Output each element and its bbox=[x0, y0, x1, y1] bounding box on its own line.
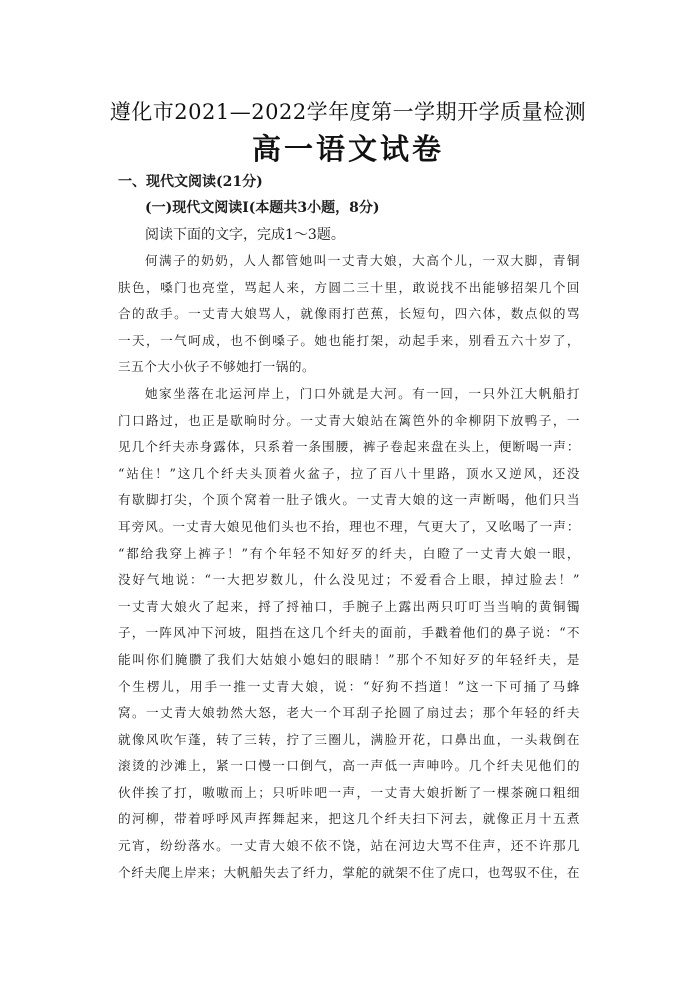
exam-title: 遵化市2021—2022学年度第一学期开学质量检测 bbox=[109, 100, 587, 124]
passage-line: “都给我穿上裤子！”有个年轻不知好歹的纤夫，白瞪了一丈青大娘一眼， bbox=[118, 545, 580, 561]
passage-line: 门口路过，也正是歇晌时分。一丈青大娘站在篱笆外的伞柳阴下放鸭子，一 bbox=[118, 412, 580, 428]
passage-line: 一天，一气呵成，也不倒嗓子。她也能打架，动起手来，别看五六十岁了， bbox=[118, 332, 580, 348]
passage-line: 元宵，纷纷落水。一丈青大娘不依不饶，站在河边大骂不住声，还不许那几 bbox=[118, 838, 580, 854]
passage-line: 的河柳，带着呼呼风声挥舞起来，把这几个纤夫扫下河去，就像正月十五煮 bbox=[118, 811, 580, 827]
passage-line: 耳旁风。一丈青大娘见他们头也不抬，理也不理，气更大了，又吆喝了一声： bbox=[118, 518, 580, 534]
passage-line: 合的敌手。一丈青大娘骂人，就像雨打芭蕉，长短句，四六体，数点似的骂 bbox=[118, 306, 580, 322]
subsection-heading: (一)现代文阅读Ⅰ(本题共3小题，8分) bbox=[145, 200, 380, 216]
exam-subtitle: 高一语文试卷 bbox=[251, 132, 444, 166]
passage-line: 伙伴挨了打，嗷嗷而上；只听咔吧一声，一丈青大娘折断了一棵茶碗口粗细 bbox=[118, 784, 580, 800]
passage-line: 见几个纤夫赤身露体，只系着一条围腰，裤子卷起来盘在头上，便断喝一声： bbox=[118, 439, 580, 455]
passage-line: 滚烫的沙滩上，紧一口慢一口倒气，高一声低一声呻吟。几个纤夫见他们的 bbox=[118, 758, 580, 774]
reading-instruction: 阅读下面的文字，完成1～3题。 bbox=[145, 227, 345, 243]
passage-line: 有歇脚打尖，个顶个窝着一肚子饿火。一丈青大娘的这一声断喝，他们只当 bbox=[118, 492, 580, 508]
passage-line: 三五个大小伙子不够她打一锅的。 bbox=[118, 359, 316, 375]
passage-line: 个生楞儿，用手一推一丈青大娘，说：“好狗不挡道！”这一下可捅了马蜂 bbox=[118, 678, 580, 694]
passage-line: 一丈青大娘火了起来，捋了捋袖口，手腕子上露出两只叮叮当当响的黄铜镯 bbox=[118, 598, 580, 614]
passage-line: 就像风吹乍蓬，转了三转，拧了三圈儿，满脸开花，口鼻出血，一头栽倒在 bbox=[118, 731, 580, 747]
passage-line: 她家坐落在北运河岸上，门口外就是大河。有一回，一只外江大帆船打 bbox=[145, 385, 580, 401]
passage-line: 个纤夫爬上岸来；大帆船失去了纤力，掌舵的就架不住了虎口，也驾驭不住，在 bbox=[118, 864, 580, 880]
passage-line: 肤色，嗓门也亮堂，骂起人来，方圆二三十里，敢说找不出能够招架几个回 bbox=[118, 279, 580, 295]
passage-line: 何满子的奶奶，人人都管她叫一丈青大娘，大高个儿，一双大脚，青铜 bbox=[145, 253, 580, 268]
passage-line: “站住！”这几个纤夫头顶着火盆子，拉了百八十里路，顶水又逆风，还没 bbox=[118, 465, 580, 481]
passage-line: 窝。一丈青大娘勃然大怒，老大一个耳刮子抡圆了扇过去；那个年轻的纤夫 bbox=[118, 705, 580, 721]
passage-line: 能叫你们腌臜了我们大姑娘小媳妇的眼睛！”那个不知好歹的年轻纤夫，是 bbox=[118, 651, 580, 667]
passage-line: 没好气地说：“一大把岁数儿，什么没见过；不爱看合上眼，掉过脸去！” bbox=[118, 572, 580, 588]
section-heading: 一、现代文阅读(21分) bbox=[118, 174, 263, 190]
reading-passage bbox=[118, 248, 580, 886]
passage-line: 子，一阵风冲下河坡，阻挡在这几个纤夫的面前，手戳着他们的鼻子说：“不 bbox=[118, 625, 580, 641]
